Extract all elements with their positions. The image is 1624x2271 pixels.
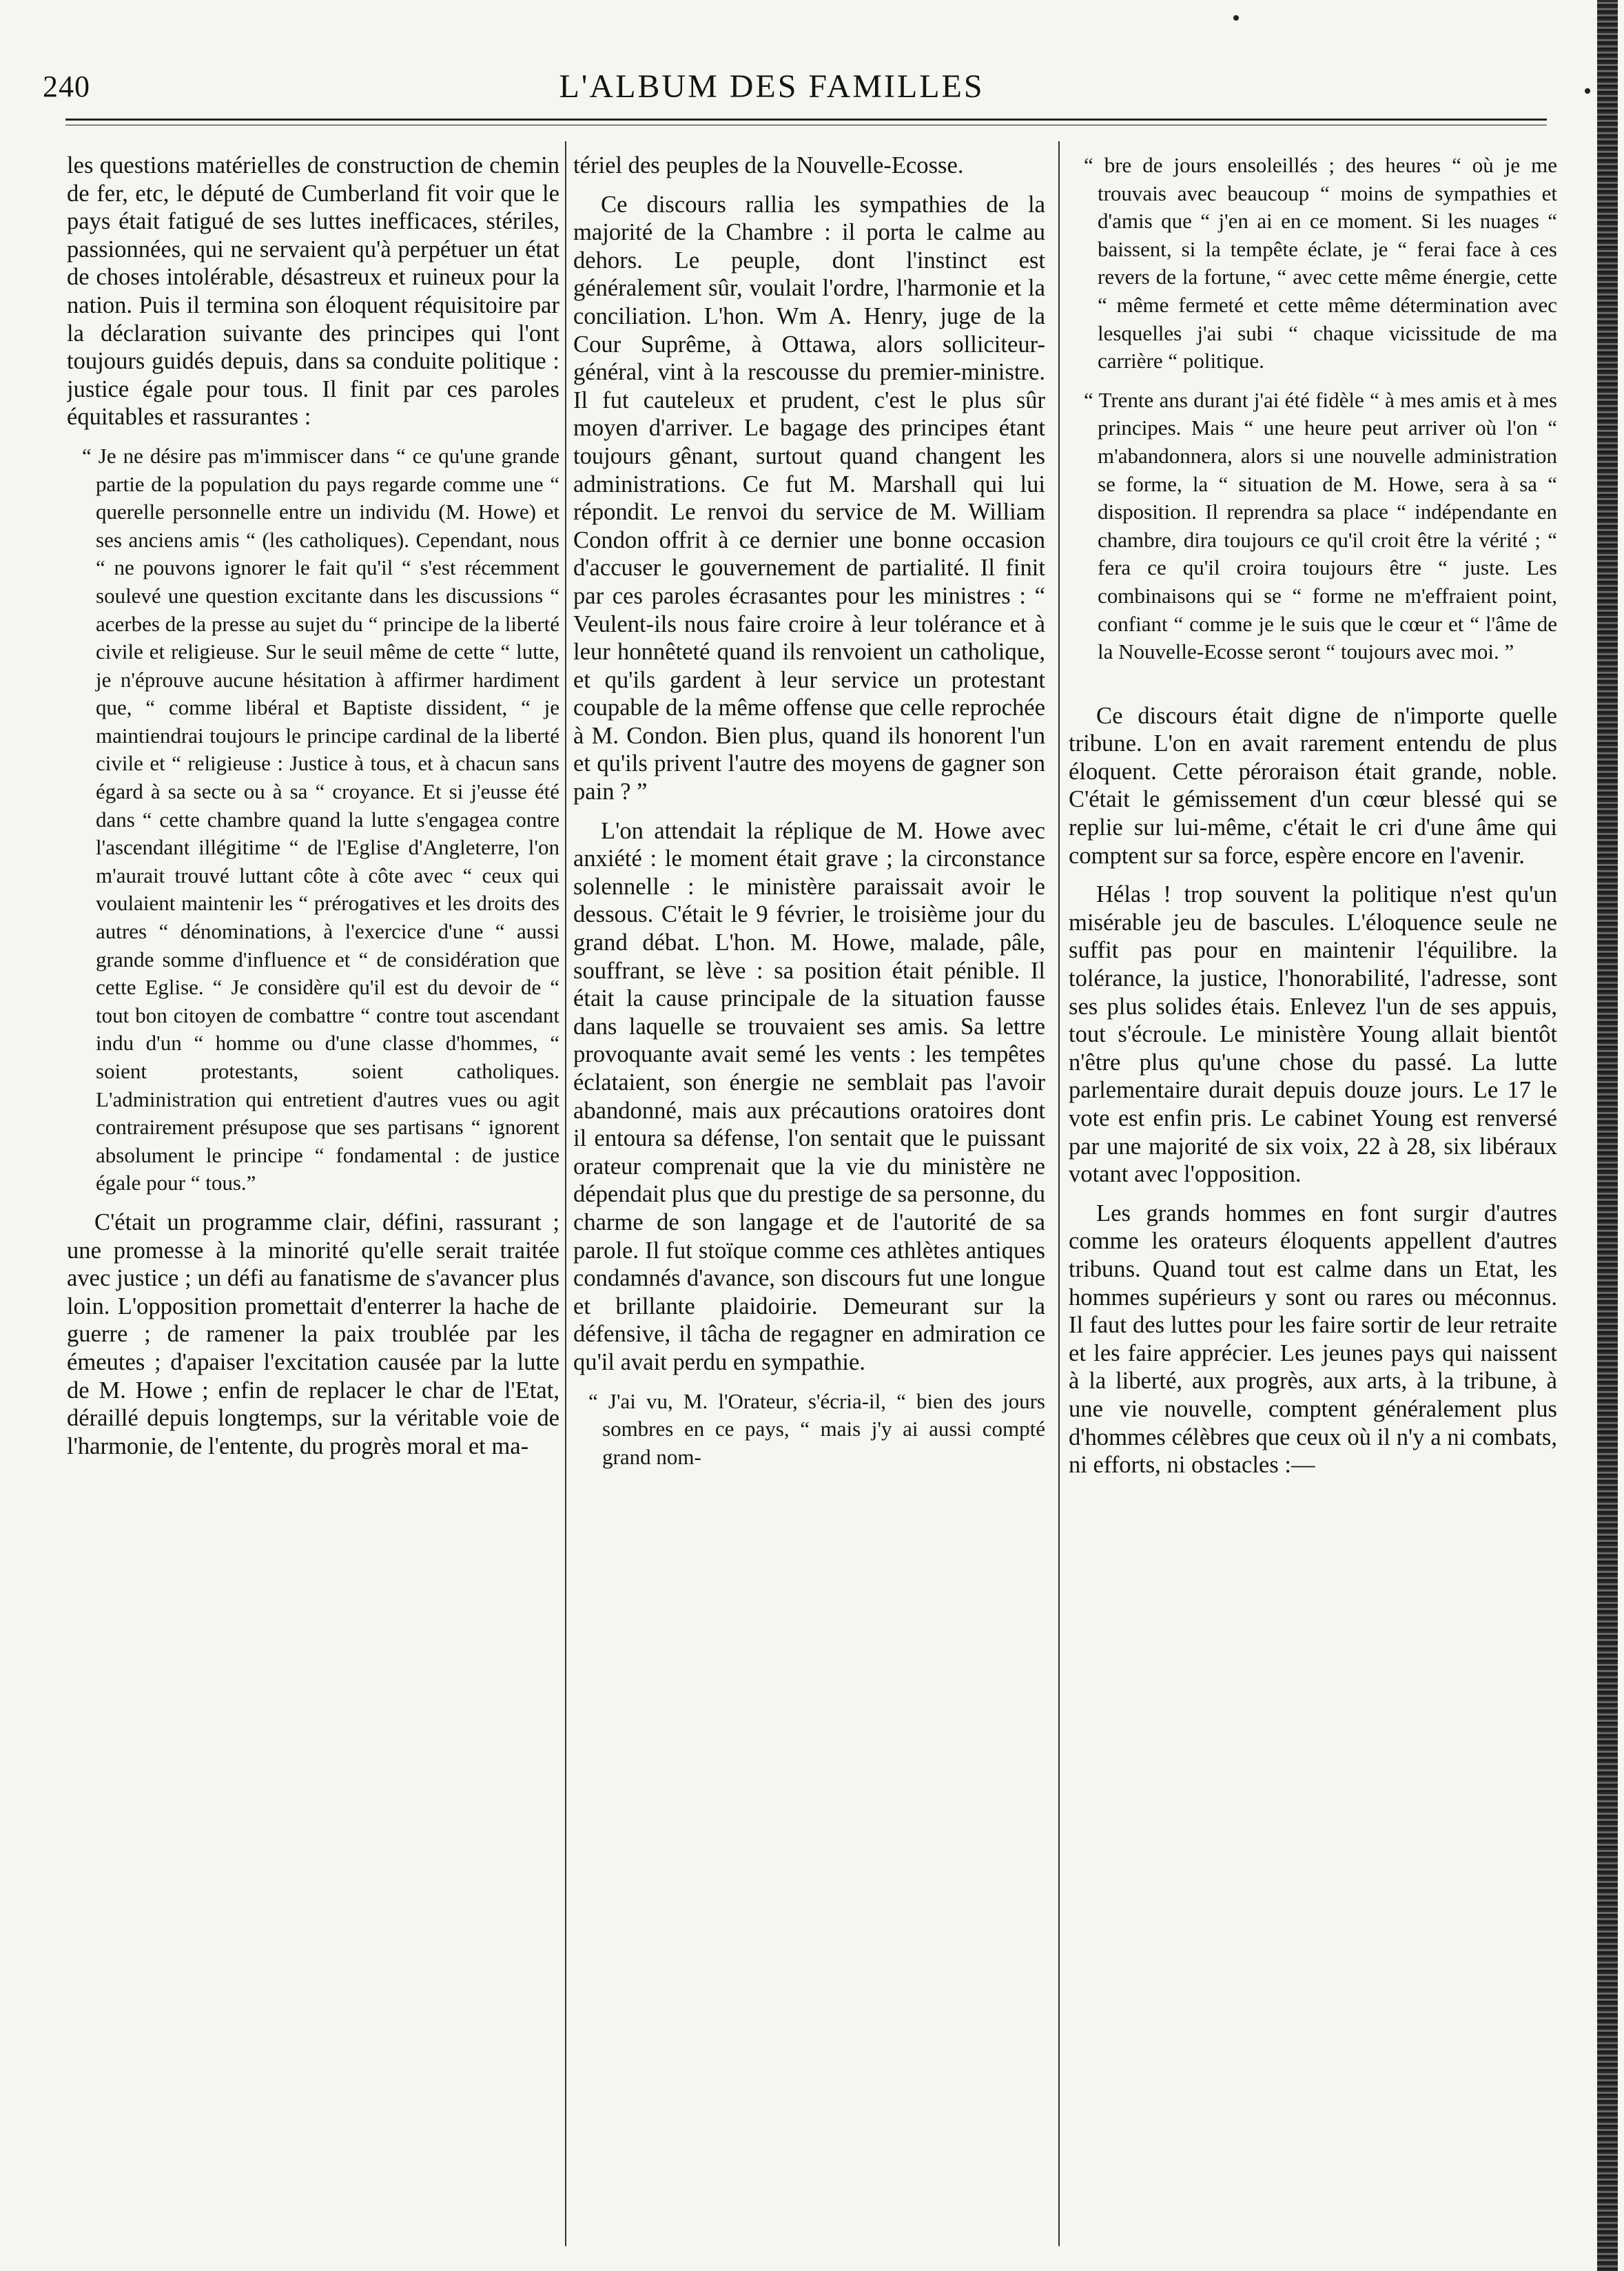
paragraph: Ce discours était digne de n'importe quelle tribune. L'on en avait rarement entendu de plus éloquent. Cette péroraison était grande, noble. C'était le gémissement d'un cœur blessé qui se replie sur lui-même, c'était le cri d'une âme qui comptent sur sa force, espère encore en l'avenir. <box>1069 702 1557 869</box>
quotation: “ Trente ans durant j'ai été fidèle “ à mes amis et à mes principes. Mais “ une heure peut arriver où l'on “ m'abandonnera, alors si une nouvelle administration se forme, la “ situation de M. Howe, sera à sa “ disposition. Il reprendra sa place “ indépendante en chambre, dira toujours ce qu'il croit être la vérité ; “ fera ce qu'il croira toujours être “ juste. Les combinaisons qui se “ forme ne m'effraient point, confiant “ comme je le suis que le cœur et “ l'âme de la Nouvelle-Ecosse seront “ toujours avec moi. ” <box>1084 387 1557 664</box>
quotation: “ J'ai vu, M. l'Orateur, s'écria-il, “ bien des jours sombres en ce pays, “ mais j'y ai aussi compté grand nom- <box>588 1388 1045 1469</box>
paragraph: tériel des peuples de la Nouvelle-Ecosse. <box>573 152 964 178</box>
paragraph: Les grands hommes en font surgir d'autres comme les orateurs éloquents appellent d'autres tribuns. Quand tout est calme dans un Etat, les hommes supérieurs y sont ou rares ou méconnus. Il faut des luttes pour les faire sortir de leur retraite et les faire apprécier. Les jeunes pays qui naissent à la liberté, aux progrès, aux arts, à la tribune, à une vie nouvelle, comptent généralement plus d'hommes célèbres que ceux où il n'y a ni combats, ni efforts, ni obstacles :— <box>1069 1200 1557 1479</box>
running-title: L'ALBUM DES FAMILLES <box>559 68 985 105</box>
text-column-2 <box>573 152 1045 2246</box>
column-divider <box>1058 141 1060 2246</box>
scan-speck <box>1585 88 1590 94</box>
column-divider <box>565 141 566 2246</box>
paragraph: Ce discours rallia les sympathies de la majorité de la Chambre : il porta le calme au dehors. Le peuple, dont l'instinct est généralement sûr, voulait l'ordre, l'harmonie et la conciliation. L'hon. Wm A. Henry, juge de la Cour Suprême, à Ottawa, alors solliciteur-général, vint à la rescousse du premier-ministre. Il fut cauteleux et prudent, c'est le plus sûr moyen d'arriver. Le bagage des principes étant toujours gênant, surtout quand changent les administrations. Ce fut M. Marshall qui lui répondit. Le renvoi du service de M. William Condon offrit à ce dernier une bonne occasion d'accuser le gouvernement de partialité. Il finit par ces paroles écrasantes pour les ministres : “ Veulent-ils nous faire croire à leur tolérance et à leur honnêteté quand ils renvoient un catholique, et qu'ils gardent à leur service un protestant coupable de la même offense que celle reprochée à M. Condon. Bien plus, quand ils honorent l'un et qu'ils privent l'autre des moyens de gagner son pain ? ” <box>573 191 1045 805</box>
quotation: “ Je ne désire pas m'immiscer dans “ ce qu'une grande partie de la population du pays regarde comme une “ querelle personnelle entre un individu (M. Howe) et ses anciens amis “ (les catholiques). Cependant, nous “ ne pouvons ignorer le fait qu'il “ s'est récemment soulevé une question excitante dans les discussions “ acerbes de la presse au sujet du “ principe de la liberté civile et religieuse. Sur le seuil même de cette “ lutte, je n'éprouve aucune hésitation à affirmer hardiment que, “ comme libéral et Baptiste dissident, “ je maintiendrai toujours le principe cardinal de la liberté civile et “ religieuse : Justice à tous, et à chacun sans égard à sa secte ou à sa “ croyance. Et si j'eusse été dans “ cette chambre quand la lutte s'engagea contre l'ascendant illégitime “ de l'Eglise d'Angleterre, l'on m'aurait trouvé luttant côte à côte avec “ ceux qui voulaient maintenir les “ prérogatives et les droits des autres “ dénominations, à l'exercice d'une “ aussi grande somme d'influence et “ de considération que cette Eglise. “ Je considère qu'il est du devoir de “ tout bon citoyen de combattre “ contre tout ascendant indu d'un “ homme ou d'une classe d'hommes, “ soient protestants, soient catholiques. L'administration qui entretient d'autres vues ou agit contrairement présupose que ses partisans “ ignorent absolument le principe “ fondamental : de justice égale pour “ tous.” <box>82 443 559 1195</box>
paragraph: L'on attendait la réplique de M. Howe avec anxiété : le moment était grave ; la circonstance solennelle : le ministère paraissait avoir le dessous. C'était le 9 février, le troisième jour du grand débat. L'hon. M. Howe, malade, pâle, souffrant, se lève : sa position était pénible. Il était la cause principale de la situation fausse dans laquelle se trouvaient ses amis. Sa lettre provoquante avait semé les vents : les tempêtes éclataient, son énergie ne semblait pas l'avoir abandonné, mais aux précautions oratoires dont il entoura sa défense, l'on sentait que le puissant orateur comprenait que la vie du ministère ne dépendait plus que du prestige de sa personne, du charme de son langage et de l'autorité de sa parole. Il fut stoïque comme ces athlètes antiques condamnés d'avance, son discours fut une longue et brillante plaidoirie. Demeurant sur la défensive, il tâcha de regagner en admiration ce qu'il avait perdu en sympathie. <box>573 817 1045 1375</box>
paragraph: les questions matérielles de construction de chemin de fer, etc, le député de Cumberland fit voir que le pays était fatigué de ses luttes inefficaces, stériles, passionnées, qui ne servaient qu'à perpétuer un état de choses intolérable, désastreux et ruineux pour la nation. Puis il termina son éloquent réquisitoire par la déclaration suivante des principes qui l'ont toujours guidés depuis, dans sa conduite politique : justice égale pour tous. Il finit par ces paroles équitables et rassurantes : <box>67 152 559 431</box>
page-binding-edge <box>1597 0 1618 2271</box>
header-rule <box>65 119 1547 121</box>
text-column-1 <box>67 152 559 2246</box>
page-number: 240 <box>43 70 90 103</box>
quotation: “ bre de jours ensoleillés ; des heures “ où je me trouvais avec beaucoup “ moins de sympathies et d'amis que “ j'en ai en ce moment. Si les nuages “ baissent, si la tempête éclate, je “ ferai face à ces revers de la fortune, “ avec cette même énergie, cette “ même fermeté et cette même détermination avec lesquelles j'ai subi “ chaque vicissitude de ma carrière “ politique. <box>1084 153 1557 373</box>
paragraph: Hélas ! trop souvent la politique n'est qu'un misérable jeu de bascules. L'éloquence seule ne suffit pas pour en maintenir l'équilibre. la tolérance, la justice, l'honorabilité, l'adresse, sont ses plus solides étais. Enlevez l'un de ses appuis, tout s'écroule. Le ministère Young allait bientôt n'être plus qu'une chose du passé. La lutte parlementaire durait depuis douze jours. Le 17 le vote est enfin pris. Le cabinet Young est renversé par une majorité de six voix, 22 à 28, six libéraux votant avec l'opposition. <box>1069 881 1557 1188</box>
paragraph: C'était un programme clair, défini, rassurant ; une promesse à la minorité qu'elle serait traitée avec justice ; un défi au fanatisme de s'avancer plus loin. L'opposition promettait d'enterrer la hache de guerre ; de ramener la paix troublée par les émeutes ; d'apaiser l'excitation causée par la lutte de M. Howe ; enfin de replacer le char de l'Etat, déraillé depuis longtemps, sur la véritable voie de l'harmonie, de l'entente, du progrès moral et ma- <box>67 1209 559 1459</box>
text-column-3 <box>1069 152 1557 2246</box>
scan-speck <box>1233 15 1239 21</box>
